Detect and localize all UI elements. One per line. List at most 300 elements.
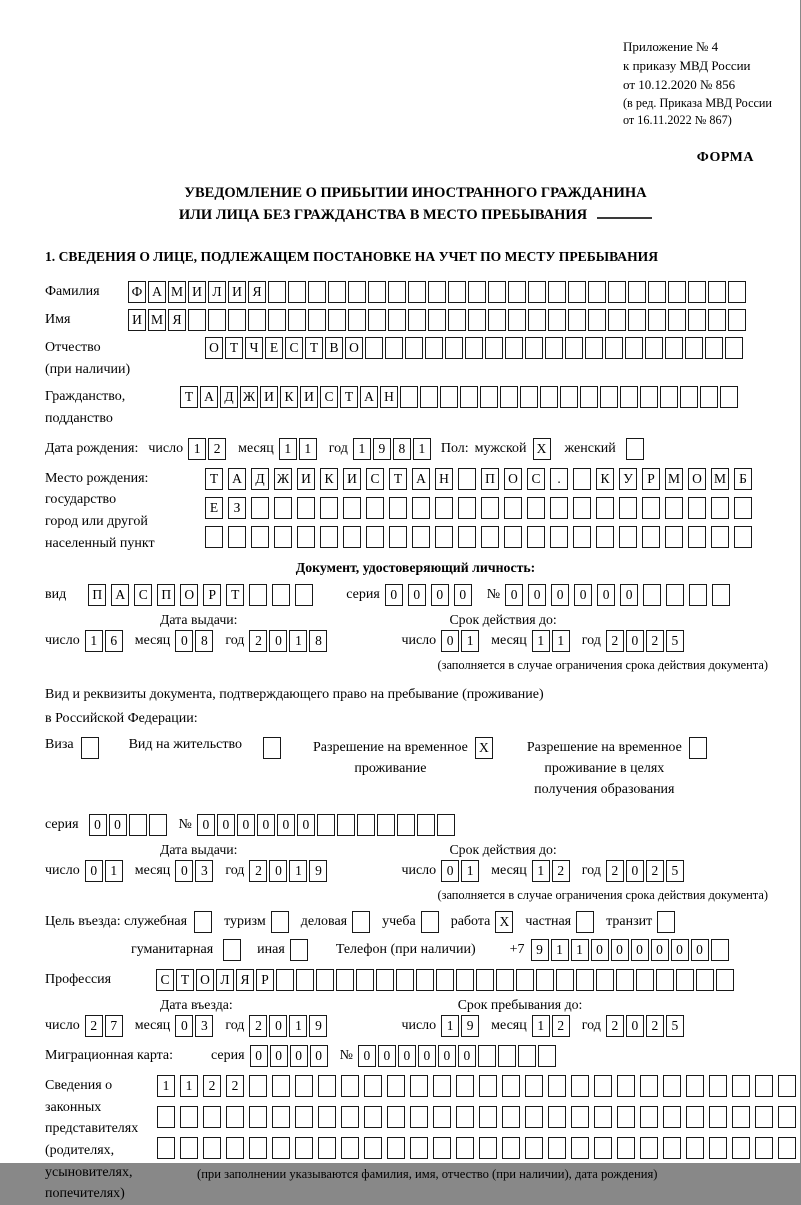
- char-box[interactable]: 0: [631, 939, 649, 961]
- char-box[interactable]: [433, 1075, 451, 1097]
- char-box[interactable]: [508, 309, 526, 331]
- char-box[interactable]: [576, 969, 594, 991]
- char-box[interactable]: 2: [552, 1015, 570, 1037]
- char-box[interactable]: [616, 969, 634, 991]
- char-box[interactable]: [617, 1075, 635, 1097]
- char-box[interactable]: [208, 309, 226, 331]
- char-box[interactable]: И: [300, 386, 318, 408]
- char-box[interactable]: [249, 1075, 267, 1097]
- char-box[interactable]: М: [168, 281, 186, 303]
- char-box[interactable]: [778, 1075, 796, 1097]
- char-box[interactable]: [226, 1106, 244, 1128]
- char-box[interactable]: [711, 526, 729, 548]
- char-box[interactable]: [465, 337, 483, 359]
- char-box[interactable]: [425, 337, 443, 359]
- char-box[interactable]: 1: [552, 630, 570, 652]
- char-box[interactable]: 0: [597, 584, 615, 606]
- char-box[interactable]: М: [711, 468, 729, 490]
- char-box[interactable]: И: [260, 386, 278, 408]
- char-box[interactable]: З: [228, 497, 246, 519]
- char-box[interactable]: [263, 737, 281, 759]
- char-box[interactable]: [708, 281, 726, 303]
- char-box[interactable]: [505, 337, 523, 359]
- char-box[interactable]: О: [688, 468, 706, 490]
- char-box[interactable]: 0: [626, 630, 644, 652]
- char-box[interactable]: [416, 969, 434, 991]
- char-box[interactable]: [412, 526, 430, 548]
- char-box[interactable]: Д: [251, 468, 269, 490]
- char-box[interactable]: 9: [309, 1015, 327, 1037]
- char-box[interactable]: [588, 309, 606, 331]
- char-box[interactable]: [680, 386, 698, 408]
- char-box[interactable]: [458, 468, 476, 490]
- char-box[interactable]: 0: [175, 630, 193, 652]
- char-box[interactable]: 0: [441, 630, 459, 652]
- char-box[interactable]: [594, 1106, 612, 1128]
- char-box[interactable]: 1: [188, 438, 206, 460]
- char-box[interactable]: 0: [175, 1015, 193, 1037]
- char-box[interactable]: 2: [606, 860, 624, 882]
- char-box[interactable]: 0: [505, 584, 523, 606]
- char-box[interactable]: [341, 1106, 359, 1128]
- char-box[interactable]: 0: [591, 939, 609, 961]
- char-box[interactable]: [288, 309, 306, 331]
- char-box[interactable]: 0: [197, 814, 215, 836]
- char-box[interactable]: [478, 1045, 496, 1067]
- char-box[interactable]: [525, 1075, 543, 1097]
- char-box[interactable]: [387, 1075, 405, 1097]
- char-box[interactable]: А: [412, 468, 430, 490]
- char-box[interactable]: [556, 969, 574, 991]
- char-box[interactable]: [498, 1045, 516, 1067]
- char-box[interactable]: [550, 497, 568, 519]
- char-box[interactable]: [688, 497, 706, 519]
- char-box[interactable]: [734, 526, 752, 548]
- char-box[interactable]: 1: [180, 1075, 198, 1097]
- char-box[interactable]: [468, 309, 486, 331]
- char-box[interactable]: 8: [195, 630, 213, 652]
- char-box[interactable]: [548, 281, 566, 303]
- char-box[interactable]: 1: [532, 860, 550, 882]
- char-box[interactable]: А: [111, 584, 129, 606]
- char-box[interactable]: [732, 1075, 750, 1097]
- char-box[interactable]: [778, 1106, 796, 1128]
- char-box[interactable]: И: [297, 468, 315, 490]
- char-box[interactable]: 2: [646, 630, 664, 652]
- char-box[interactable]: [525, 1137, 543, 1159]
- char-box[interactable]: 0: [378, 1045, 396, 1067]
- char-box[interactable]: [249, 1106, 267, 1128]
- char-box[interactable]: [435, 497, 453, 519]
- char-box[interactable]: [420, 386, 438, 408]
- char-box[interactable]: [272, 1075, 290, 1097]
- char-box[interactable]: [728, 281, 746, 303]
- char-box[interactable]: 0: [217, 814, 235, 836]
- char-box[interactable]: [320, 497, 338, 519]
- char-box[interactable]: [588, 281, 606, 303]
- char-box[interactable]: 0: [431, 584, 449, 606]
- char-box[interactable]: А: [148, 281, 166, 303]
- char-box[interactable]: 0: [269, 1015, 287, 1037]
- char-box[interactable]: 2: [208, 438, 226, 460]
- char-box[interactable]: [688, 309, 706, 331]
- char-box[interactable]: [488, 281, 506, 303]
- char-box[interactable]: [755, 1137, 773, 1159]
- char-box[interactable]: 2: [249, 1015, 267, 1037]
- char-box[interactable]: [755, 1075, 773, 1097]
- char-box[interactable]: [456, 969, 474, 991]
- char-box[interactable]: 0: [269, 860, 287, 882]
- char-box[interactable]: О: [205, 337, 223, 359]
- char-box[interactable]: [364, 1075, 382, 1097]
- char-box[interactable]: 2: [606, 630, 624, 652]
- char-box[interactable]: 1: [551, 939, 569, 961]
- char-box[interactable]: 1: [105, 860, 123, 882]
- char-box[interactable]: [548, 309, 566, 331]
- char-box[interactable]: [460, 386, 478, 408]
- char-box[interactable]: [376, 969, 394, 991]
- char-box[interactable]: [203, 1106, 221, 1128]
- char-box[interactable]: 0: [651, 939, 669, 961]
- char-box[interactable]: 1: [461, 860, 479, 882]
- char-box[interactable]: [445, 337, 463, 359]
- char-box[interactable]: [573, 497, 591, 519]
- char-box[interactable]: И: [343, 468, 361, 490]
- char-box[interactable]: Ж: [274, 468, 292, 490]
- char-box[interactable]: [711, 939, 729, 961]
- char-box[interactable]: [337, 814, 355, 836]
- char-box[interactable]: [368, 281, 386, 303]
- char-box[interactable]: 0: [385, 584, 403, 606]
- char-box[interactable]: 0: [175, 860, 193, 882]
- char-box[interactable]: [666, 584, 684, 606]
- char-box[interactable]: 1: [289, 1015, 307, 1037]
- char-box[interactable]: 2: [646, 1015, 664, 1037]
- char-box[interactable]: [410, 1106, 428, 1128]
- char-box[interactable]: [81, 737, 99, 759]
- char-box[interactable]: [571, 1106, 589, 1128]
- char-box[interactable]: 2: [85, 1015, 103, 1037]
- char-box[interactable]: Я: [236, 969, 254, 991]
- char-box[interactable]: [226, 1137, 244, 1159]
- char-box[interactable]: [365, 337, 383, 359]
- char-box[interactable]: [732, 1137, 750, 1159]
- char-box[interactable]: [341, 1075, 359, 1097]
- char-box[interactable]: Д: [220, 386, 238, 408]
- char-box[interactable]: [456, 1106, 474, 1128]
- char-box[interactable]: [433, 1137, 451, 1159]
- char-box[interactable]: [540, 386, 558, 408]
- char-box[interactable]: [620, 386, 638, 408]
- char-box[interactable]: [188, 309, 206, 331]
- char-box[interactable]: [479, 1137, 497, 1159]
- char-box[interactable]: [456, 1137, 474, 1159]
- char-box[interactable]: [525, 337, 543, 359]
- char-box[interactable]: [149, 814, 167, 836]
- char-box[interactable]: [341, 1137, 359, 1159]
- char-box[interactable]: 1: [85, 630, 103, 652]
- char-box[interactable]: 3: [195, 860, 213, 882]
- char-box[interactable]: [732, 1106, 750, 1128]
- char-box[interactable]: [458, 526, 476, 548]
- char-box[interactable]: Н: [435, 468, 453, 490]
- char-box[interactable]: 1: [441, 1015, 459, 1037]
- char-box[interactable]: 1: [571, 939, 589, 961]
- char-box[interactable]: Т: [180, 386, 198, 408]
- char-box[interactable]: П: [88, 584, 106, 606]
- char-box[interactable]: [527, 526, 545, 548]
- char-box[interactable]: [686, 1075, 704, 1097]
- char-box[interactable]: [648, 281, 666, 303]
- char-box[interactable]: [712, 584, 730, 606]
- char-box[interactable]: 0: [458, 1045, 476, 1067]
- char-box[interactable]: 2: [226, 1075, 244, 1097]
- char-box[interactable]: [642, 526, 660, 548]
- char-box[interactable]: 0: [671, 939, 689, 961]
- char-box[interactable]: Л: [216, 969, 234, 991]
- char-box[interactable]: [272, 1137, 290, 1159]
- char-box[interactable]: 1: [413, 438, 431, 460]
- char-box[interactable]: К: [280, 386, 298, 408]
- char-box[interactable]: [528, 309, 546, 331]
- char-box[interactable]: [437, 814, 455, 836]
- char-box[interactable]: [568, 281, 586, 303]
- char-box[interactable]: Я: [248, 281, 266, 303]
- char-box[interactable]: 5: [666, 1015, 684, 1037]
- char-box[interactable]: [421, 911, 439, 933]
- char-box[interactable]: [408, 281, 426, 303]
- char-box[interactable]: [585, 337, 603, 359]
- char-box[interactable]: [268, 309, 286, 331]
- char-box[interactable]: [580, 386, 598, 408]
- char-box[interactable]: [688, 281, 706, 303]
- char-box[interactable]: С: [527, 468, 545, 490]
- char-box[interactable]: [576, 911, 594, 933]
- char-box[interactable]: 2: [646, 860, 664, 882]
- char-box[interactable]: П: [481, 468, 499, 490]
- char-box[interactable]: [548, 1106, 566, 1128]
- char-box[interactable]: [320, 526, 338, 548]
- char-box[interactable]: 2: [552, 860, 570, 882]
- char-box[interactable]: [657, 911, 675, 933]
- char-box[interactable]: [328, 309, 346, 331]
- char-box[interactable]: 1: [299, 438, 317, 460]
- char-box[interactable]: [428, 309, 446, 331]
- char-box[interactable]: [405, 337, 423, 359]
- char-box[interactable]: Т: [389, 468, 407, 490]
- char-box[interactable]: 2: [249, 860, 267, 882]
- char-box[interactable]: [328, 281, 346, 303]
- char-box[interactable]: [316, 969, 334, 991]
- char-box[interactable]: [640, 1106, 658, 1128]
- char-box[interactable]: 0: [574, 584, 592, 606]
- char-box[interactable]: [700, 386, 718, 408]
- char-box[interactable]: [605, 337, 623, 359]
- char-box[interactable]: [318, 1075, 336, 1097]
- char-box[interactable]: [129, 814, 147, 836]
- char-box[interactable]: В: [325, 337, 343, 359]
- char-box[interactable]: С: [285, 337, 303, 359]
- char-box[interactable]: 5: [666, 630, 684, 652]
- char-box[interactable]: [180, 1137, 198, 1159]
- char-box[interactable]: И: [228, 281, 246, 303]
- char-box[interactable]: [476, 969, 494, 991]
- char-box[interactable]: [388, 281, 406, 303]
- char-box[interactable]: [194, 911, 212, 933]
- char-box[interactable]: 0: [269, 630, 287, 652]
- char-box[interactable]: Л: [208, 281, 226, 303]
- char-box[interactable]: К: [320, 468, 338, 490]
- char-box[interactable]: [640, 1075, 658, 1097]
- char-box[interactable]: [288, 281, 306, 303]
- char-box[interactable]: [468, 281, 486, 303]
- char-box[interactable]: [528, 281, 546, 303]
- char-box[interactable]: [518, 1045, 536, 1067]
- char-box[interactable]: [274, 526, 292, 548]
- char-box[interactable]: [596, 969, 614, 991]
- char-box[interactable]: [643, 584, 661, 606]
- char-box[interactable]: [433, 1106, 451, 1128]
- char-box[interactable]: 0: [418, 1045, 436, 1067]
- char-box[interactable]: 0: [551, 584, 569, 606]
- char-box[interactable]: [648, 309, 666, 331]
- char-box[interactable]: М: [148, 309, 166, 331]
- char-box[interactable]: 0: [257, 814, 275, 836]
- char-box[interactable]: 2: [203, 1075, 221, 1097]
- char-box[interactable]: [676, 969, 694, 991]
- char-box[interactable]: [560, 386, 578, 408]
- char-box[interactable]: 1: [353, 438, 371, 460]
- char-box[interactable]: [203, 1137, 221, 1159]
- char-box[interactable]: [295, 584, 313, 606]
- char-box[interactable]: [668, 309, 686, 331]
- char-box[interactable]: [619, 497, 637, 519]
- char-box[interactable]: 0: [89, 814, 107, 836]
- char-box[interactable]: 0: [270, 1045, 288, 1067]
- char-box[interactable]: [502, 1106, 520, 1128]
- char-box[interactable]: 0: [277, 814, 295, 836]
- char-box[interactable]: [368, 309, 386, 331]
- char-box[interactable]: [705, 337, 723, 359]
- char-box[interactable]: [527, 497, 545, 519]
- char-box[interactable]: А: [228, 468, 246, 490]
- char-box[interactable]: [711, 497, 729, 519]
- char-box[interactable]: 1: [289, 860, 307, 882]
- char-box[interactable]: [485, 337, 503, 359]
- char-box[interactable]: [755, 1106, 773, 1128]
- char-box[interactable]: [571, 1075, 589, 1097]
- char-box[interactable]: Т: [226, 584, 244, 606]
- char-box[interactable]: [778, 1137, 796, 1159]
- char-box[interactable]: 1: [461, 630, 479, 652]
- char-box[interactable]: Ф: [128, 281, 146, 303]
- char-box[interactable]: [428, 281, 446, 303]
- char-box[interactable]: [525, 1106, 543, 1128]
- char-box[interactable]: [297, 497, 315, 519]
- char-box[interactable]: [642, 497, 660, 519]
- char-box[interactable]: [479, 1106, 497, 1128]
- char-box[interactable]: О: [180, 584, 198, 606]
- char-box[interactable]: [364, 1137, 382, 1159]
- char-box[interactable]: [538, 1045, 556, 1067]
- char-box[interactable]: [550, 526, 568, 548]
- char-box[interactable]: 0: [528, 584, 546, 606]
- char-box[interactable]: [573, 468, 591, 490]
- char-box[interactable]: 1: [532, 630, 550, 652]
- char-box[interactable]: [496, 969, 514, 991]
- char-box[interactable]: [343, 497, 361, 519]
- char-box[interactable]: И: [188, 281, 206, 303]
- char-box[interactable]: 0: [250, 1045, 268, 1067]
- char-box[interactable]: X: [495, 911, 513, 933]
- char-box[interactable]: [352, 911, 370, 933]
- char-box[interactable]: [410, 1137, 428, 1159]
- char-box[interactable]: С: [320, 386, 338, 408]
- char-box[interactable]: 0: [237, 814, 255, 836]
- char-box[interactable]: [645, 337, 663, 359]
- char-box[interactable]: [249, 584, 267, 606]
- char-box[interactable]: [608, 281, 626, 303]
- char-box[interactable]: [640, 1137, 658, 1159]
- char-box[interactable]: 9: [373, 438, 391, 460]
- char-box[interactable]: Н: [380, 386, 398, 408]
- char-box[interactable]: [228, 526, 246, 548]
- char-box[interactable]: 0: [611, 939, 629, 961]
- char-box[interactable]: 2: [606, 1015, 624, 1037]
- char-box[interactable]: 2: [249, 630, 267, 652]
- char-box[interactable]: У: [619, 468, 637, 490]
- char-box[interactable]: 0: [297, 814, 315, 836]
- char-box[interactable]: [596, 526, 614, 548]
- char-box[interactable]: [276, 969, 294, 991]
- char-box[interactable]: [665, 497, 683, 519]
- char-box[interactable]: [665, 526, 683, 548]
- char-box[interactable]: [596, 497, 614, 519]
- char-box[interactable]: Ж: [240, 386, 258, 408]
- char-box[interactable]: [689, 584, 707, 606]
- char-box[interactable]: [290, 939, 308, 961]
- char-box[interactable]: Т: [305, 337, 323, 359]
- char-box[interactable]: [366, 497, 384, 519]
- char-box[interactable]: [436, 969, 454, 991]
- char-box[interactable]: [296, 969, 314, 991]
- char-box[interactable]: [625, 337, 643, 359]
- char-box[interactable]: [480, 386, 498, 408]
- char-box[interactable]: И: [128, 309, 146, 331]
- char-box[interactable]: 0: [454, 584, 472, 606]
- char-box[interactable]: [357, 814, 375, 836]
- char-box[interactable]: [343, 526, 361, 548]
- char-box[interactable]: [619, 526, 637, 548]
- char-box[interactable]: 0: [620, 584, 638, 606]
- char-box[interactable]: [668, 281, 686, 303]
- char-box[interactable]: [545, 337, 563, 359]
- char-box[interactable]: К: [596, 468, 614, 490]
- char-box[interactable]: [689, 737, 707, 759]
- char-box[interactable]: 9: [309, 860, 327, 882]
- char-box[interactable]: [568, 309, 586, 331]
- char-box[interactable]: [594, 1075, 612, 1097]
- char-box[interactable]: [656, 969, 674, 991]
- char-box[interactable]: [274, 497, 292, 519]
- char-box[interactable]: [617, 1137, 635, 1159]
- char-box[interactable]: Т: [176, 969, 194, 991]
- char-box[interactable]: [640, 386, 658, 408]
- char-box[interactable]: [663, 1137, 681, 1159]
- char-box[interactable]: 0: [109, 814, 127, 836]
- char-box[interactable]: .: [550, 468, 568, 490]
- char-box[interactable]: [686, 1106, 704, 1128]
